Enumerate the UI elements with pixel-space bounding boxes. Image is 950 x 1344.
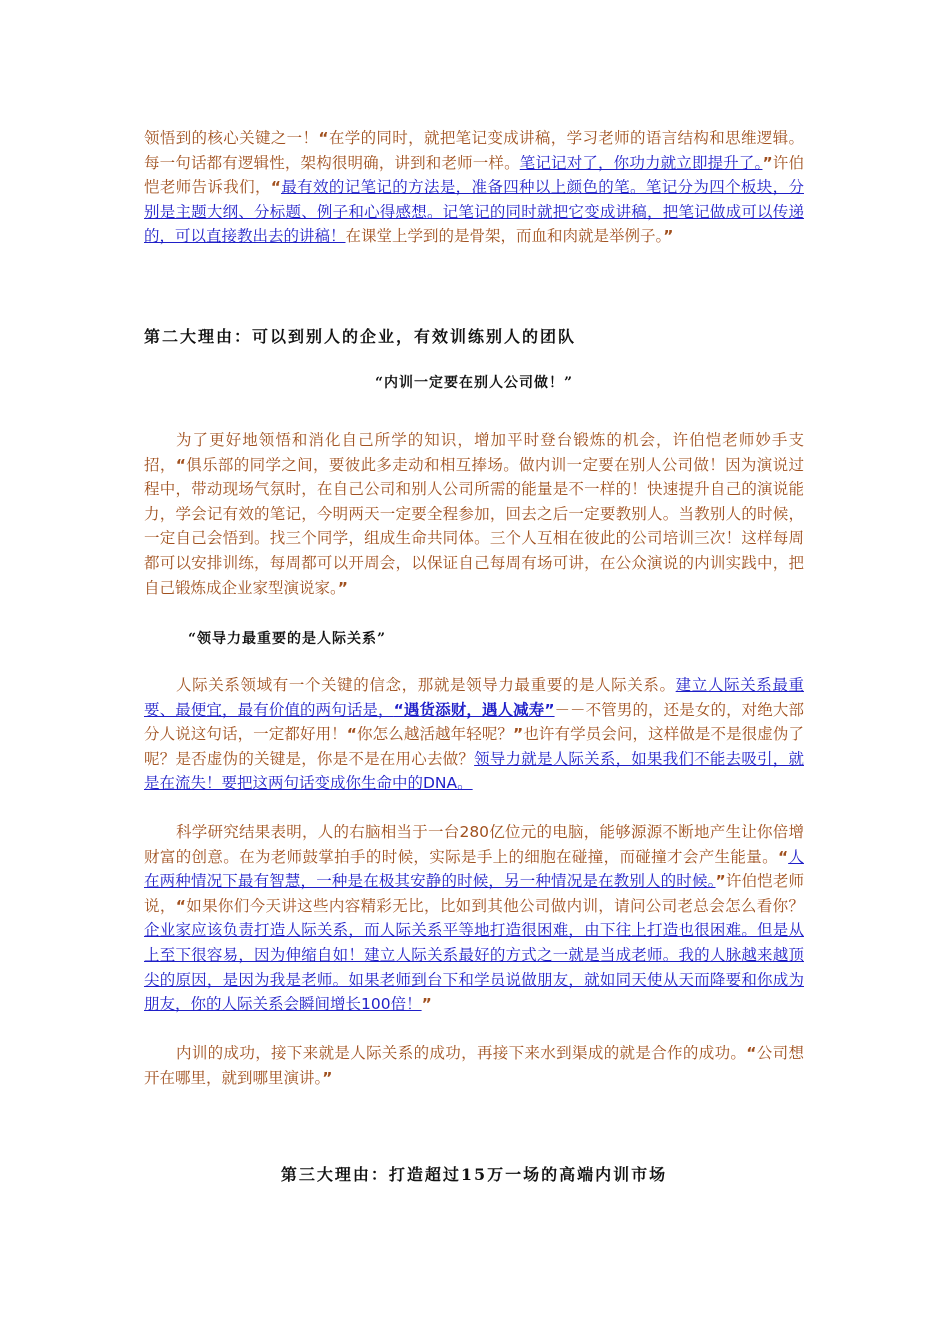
text: 科学研究结果表明，人的右脑相当于一台280亿位元的电脑，能够源源不断地产生让你倍增财富的创意。在为老师鼓掌拍手的时候，实际是手上的细胞在碰撞，而碰撞才会产生能量。 xyxy=(144,823,804,866)
section-heading-3: 第三大理由：打造超过15万一场的高端内训市场 xyxy=(280,1165,668,1184)
paragraph-notes xyxy=(144,126,804,249)
quote-mark: ” xyxy=(337,578,348,597)
paragraph-research xyxy=(144,820,804,1017)
quote-mark: “ xyxy=(318,129,329,147)
text: 公司想开在哪里，就到哪里演讲。 xyxy=(144,1044,804,1087)
quote-mark: ” xyxy=(513,725,524,744)
quote-mark: “ xyxy=(175,455,186,474)
text: 你怎么越活越年轻呢？ xyxy=(356,725,514,744)
paragraph-relationships xyxy=(144,673,804,796)
subheading-inhouse-training: “内训一定要在别人公司做！” xyxy=(374,375,574,391)
underlined-link[interactable]: 笔记记对了，你功力就立即提升了。 xyxy=(519,153,763,172)
quote-mark: “ xyxy=(746,1044,757,1062)
quote-mark: “ xyxy=(175,896,186,915)
text: 如果你们今天讲这些内容精彩无比，比如到其他公司做内训，请问公司老总会怎么看你？ xyxy=(185,896,804,915)
underlined-link[interactable]: 建立人际关系最重要、最便宜，最有价值的两句话是， xyxy=(144,676,804,719)
text: 人际关系领域有一个关键的信念，那就是领导力最重要的是人际关系。 xyxy=(176,676,676,694)
quote-mark: ” xyxy=(663,227,674,246)
underlined-link[interactable]: 领导力就是人际关系，如果我们不能去吸引，就是在流失！要把这两句话变成你生命中的DNA。 xyxy=(144,749,804,793)
underlined-link[interactable]: 企业家应该负责打造人际关系，而人际关系平等地打造很困难，由下往上打造也很困难。但是从上至下很容易，因为伸缩自如！建立人际关系最好的方式之一就是当成老师。我的人脉越来越顶尖的原因，是因为我是老师。如果老师到台下和学员说做朋友，就如同天使从天而降要和你成为朋友，你的人际关系会瞬间增长100倍！ xyxy=(144,921,804,1014)
text: 为了更好地领悟和消化自己所学的知识，增加平时登台锻炼的机会，许伯恺老师妙手支招， xyxy=(144,431,804,474)
quote-mark: ” xyxy=(322,1068,333,1087)
paragraph-success xyxy=(144,1041,804,1090)
text: 领悟到的核心关键之一！ xyxy=(144,129,319,147)
paragraph-training xyxy=(144,428,804,600)
quote-mark: ” xyxy=(421,995,432,1014)
quote-mark: ” xyxy=(762,153,773,172)
text: 内训的成功，接下来就是人际关系的成功，再接下来水到渠成的就是合作的成功。 xyxy=(176,1044,747,1062)
text: 在学的同时，就把笔记变成讲稿，学习老师的语言结构和思维逻辑。每一句话都有逻辑性，架构很明确，讲到和老师一样。 xyxy=(144,129,804,172)
quote-mark: “ xyxy=(346,725,357,744)
section-heading-2: 第二大理由：可以到别人的企业，有效训练别人的团队 xyxy=(144,327,577,346)
subheading-leadership: “领导力最重要的是人际关系” xyxy=(188,631,387,647)
underlined-link[interactable]: 人在两种情况下最有智慧，一种是在极其安静的时候，另一种情况是在教别人的时候。 xyxy=(144,847,804,891)
quote-mark: “ xyxy=(777,847,789,866)
underlined-link[interactable]: 最有效的记笔记的方法是，准备四种以上颜色的笔。笔记分为四个板块，分别是主题大纲、分标题、例子和心得感想。记笔记的同时就把它变成讲稿，把笔记做成可以传递的，可以直接教出去的讲稿！ xyxy=(144,178,804,246)
text: 许伯恺老师说， xyxy=(144,872,804,915)
quote-mark: ” xyxy=(715,872,726,891)
text: 俱乐部的同学之间，要彼此多走动和相互捧场。做内训一定要在别人公司做！因为演说过程中，带动现场气氛时，在自己公司和别人公司所需的能量是不一样的！快速提升自己的演说能力，学会记有效的笔记，今明两天一定要全程参加，回去之后一定要教别人。当教别人的时候，一定自己会悟到。找三个同学，组成生命共同体。三个人互相在彼此的公司培训三次！这样每周都可以安排训练，每周都可以开周会，以保证自己每周有场可讲，在公众演说的内训实践中，把自己锻炼成企业家型演说家。 xyxy=(144,455,804,597)
quote-mark: “ xyxy=(270,178,281,197)
text: 许伯恺老师告诉我们， xyxy=(144,153,804,197)
underlined-link[interactable]: “遇货添财，遇人减寿” xyxy=(393,700,555,719)
text: 在课堂上学到的是骨架，而血和肉就是举例子。 xyxy=(345,227,664,246)
text: 也许有学员会问，这样做是不是很虚伪了呢？是否虚伪的关键是，你是不是在用心去做？ xyxy=(144,725,804,768)
text: －－不管男的，还是女的，对绝大部分人说这句话，一定都好用！ xyxy=(144,700,804,744)
